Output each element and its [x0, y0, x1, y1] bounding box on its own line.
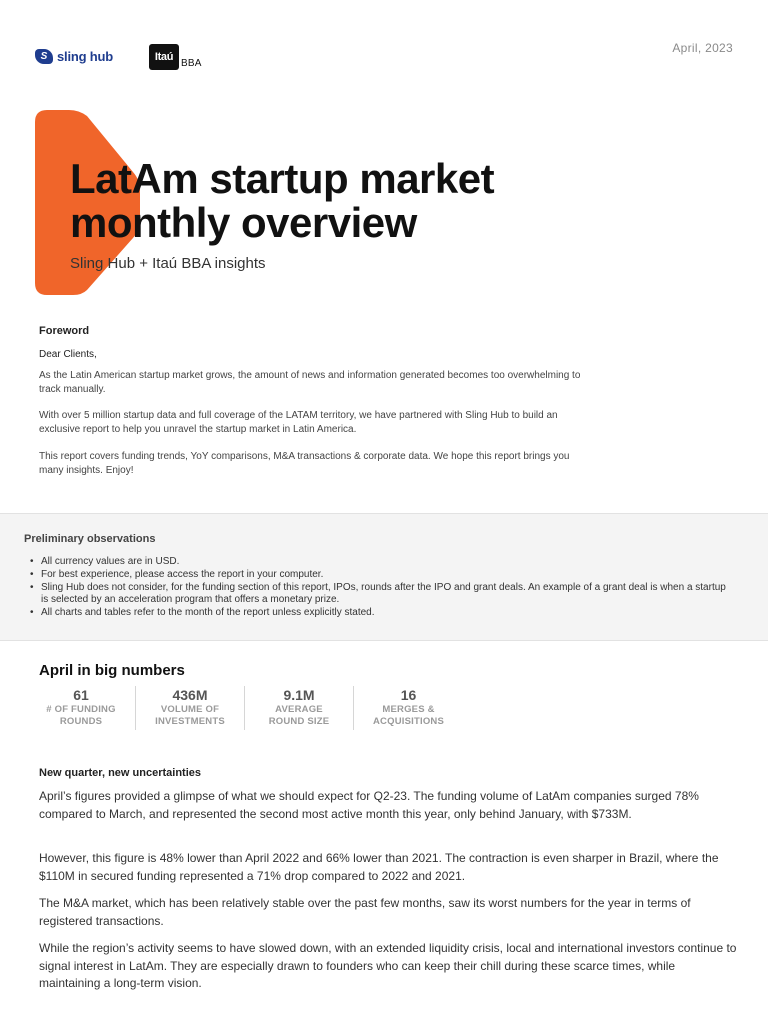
new-quarter-heading: New quarter, new uncertainties — [39, 767, 201, 779]
stat-volume-investments — [136, 686, 245, 730]
stat-label: MERGES & ACQUISITIONS — [372, 704, 444, 727]
stat-value: 16 — [400, 687, 417, 703]
stat-value: 436M — [172, 687, 208, 703]
foreword-greeting: Dear Clients, — [39, 349, 97, 360]
stat-average-round-size — [245, 686, 354, 730]
body-paragraph: The M&A market, which has been relatively stable over the past few months, saw its worst numbers for the year in terms of registered transactions. — [39, 896, 691, 928]
stat-funding-rounds — [27, 686, 136, 730]
itau-logo-icon: Itaú — [149, 44, 179, 70]
list-item: • Sling Hub does not consider, for the funding section of this report, IPOs, rounds after the IPO and grant deals. An example of a grant deal is when a startup is selected by an acceleration program that offers a monetary prize. — [30, 582, 730, 608]
page-title — [70, 157, 494, 245]
body-paragraph: While the region’s activity seems to have slowed down, with an extended liquidity crisis, local and international investors continue to signal interest in LatAm. They are especially drawn to founders who can keep their chill during these scarce times, while maintaining a long-term vision. — [39, 941, 737, 990]
foreword-paragraph: This report covers funding trends, YoY comparisons, M&A transactions & corporate data. We hope this report brings you many insights. Enjoy! — [39, 451, 570, 476]
foreword-heading: Foreword — [39, 325, 90, 337]
stat-value: 61 — [73, 687, 89, 703]
stat-label: # OF FUNDING ROUNDS — [46, 704, 116, 727]
title-line-2: monthly overview — [70, 199, 417, 246]
report-date: April, 2023 — [672, 41, 733, 55]
sling-hub-logo-text: sling hub — [57, 49, 113, 64]
list-item: • All currency values are in USD. — [30, 556, 730, 569]
body-paragraph: However, this figure is 48% lower than April 2022 and 66% lower than 2021. The contraction is even sharper in Brazil, where the $110M in secured funding represented a 71% drop compared to 2022 and 2021. — [39, 851, 719, 883]
foreword-paragraph: With over 5 million startup data and full coverage of the LATAM territory, we have partnered with Sling Hub to build an exclusive report to help you unravel the startup market in Latin America. — [39, 410, 558, 435]
page-subtitle: Sling Hub + Itaú BBA insights — [70, 255, 266, 272]
foreword-paragraph: As the Latin American startup market grows, the amount of news and information generated becomes too overwhelming to track manually. — [39, 370, 581, 395]
stat-mergers-acquisitions — [354, 686, 463, 730]
preliminary-observations-panel — [0, 513, 768, 641]
big-numbers-heading: April in big numbers — [39, 662, 185, 679]
stat-value: 9.1M — [283, 687, 315, 703]
sling-hub-logo — [35, 49, 113, 64]
sling-hub-logo-icon: S — [35, 49, 53, 64]
stat-label: AVERAGE ROUND SIZE — [268, 704, 330, 727]
list-item: • For best experience, please access the report in your computer. — [30, 569, 730, 582]
itau-bba-logo — [149, 44, 202, 70]
preliminary-list — [30, 556, 730, 620]
title-line-1: LatAm startup market — [70, 155, 495, 202]
big-numbers-stats — [27, 686, 463, 730]
body-paragraph: April’s figures provided a glimpse of what we should expect for Q2-23. The funding volume of LatAm companies surged 78% compared to March, and represented the second most active month this year, only behind January, with $733M. — [39, 789, 699, 821]
list-item: • All charts and tables refer to the month of the report unless explicitly stated. — [30, 607, 730, 620]
preliminary-heading: Preliminary observations — [24, 533, 156, 545]
stat-label: VOLUME OF INVESTMENTS — [155, 704, 225, 727]
itau-logo-suffix: BBA — [181, 58, 202, 69]
